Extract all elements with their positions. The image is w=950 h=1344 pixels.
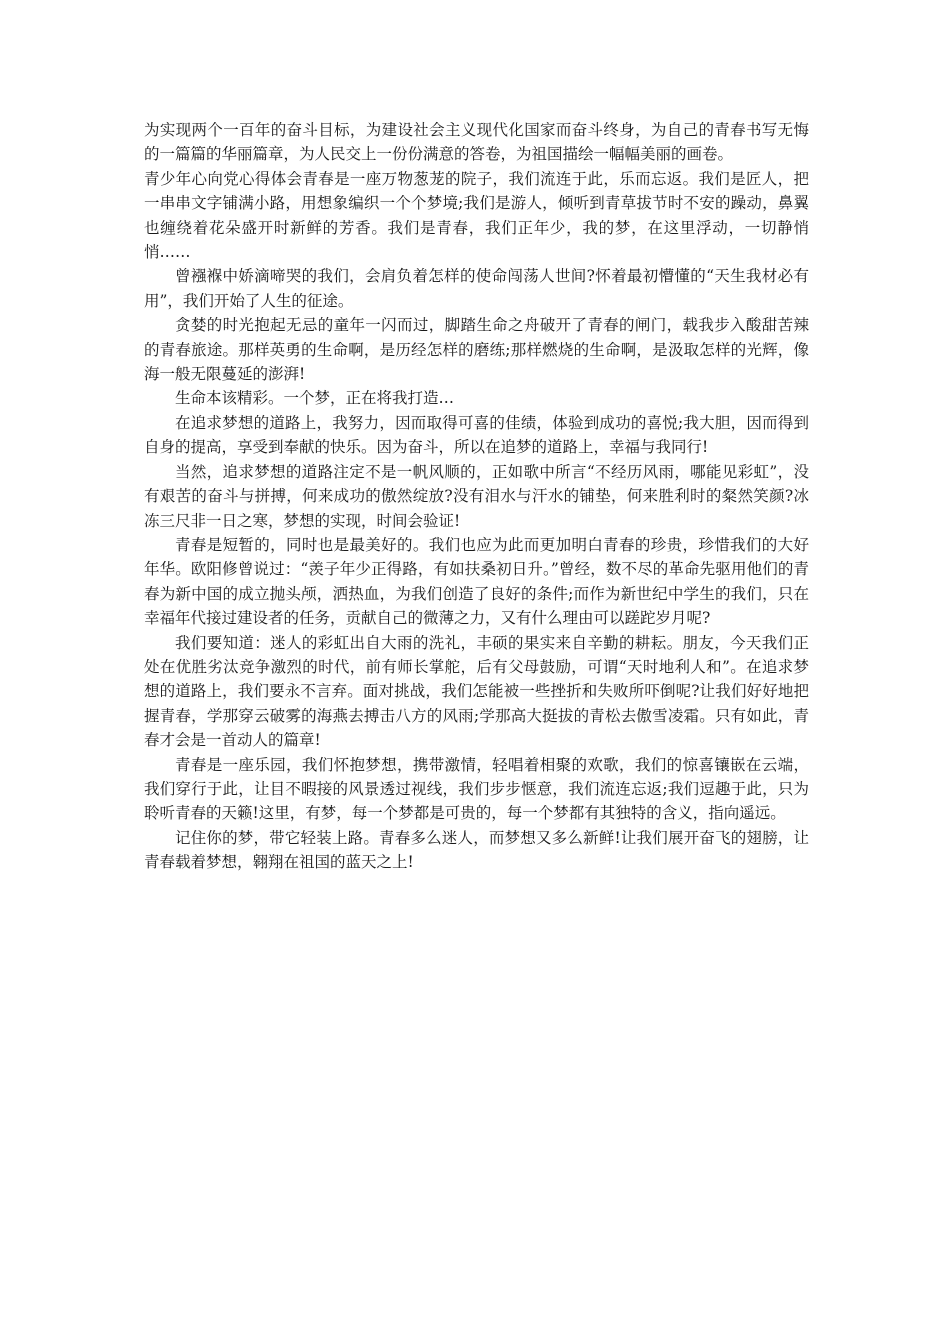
paragraph-10: 青春是一座乐园，我们怀抱梦想，携带激情，轻唱着相聚的欢歌，我们的惊喜镶嵌在云端，我们穿行于此，让目不暇接的风景透过视线，我们步步惬意，我们流连忘返;我们逗趣于此，只为聆听青春的天籁!这里，有梦，每一个梦都是可贵的，每一个梦都有其独特的含义，指向遥远。 [144,755,809,823]
paragraph-7: 当然，追求梦想的道路注定不是一帆风顺的，正如歌中所言“不经历风雨，哪能见彩虹”，没有艰苦的奋斗与拼搏，何来成功的傲然绽放?没有泪水与汗水的铺垫，何来胜利时的粲然笑颜?冰冻三尺非一日之寒，梦想的实现，时间会验证! [144,462,809,530]
paragraph-4: 贪婪的时光抱起无忌的童年一闪而过，脚踏生命之舟破开了青春的闸门，载我步入酸甜苦辣的青春旅途。那样英勇的生命啊，是历经怎样的磨练;那样燃烧的生命啊，是汲取怎样的光辉，像海一般无限蔓延的澎湃! [144,316,809,384]
paragraph-9: 我们要知道：迷人的彩虹出自大雨的洗礼，丰硕的果实来自辛勤的耕耘。朋友，今天我们正处在优胜劣汰竞争激烈的时代，前有师长掌舵，后有父母鼓励，可谓“天时地利人和”。在追求梦想的道路上，我们要永不言弃。面对挑战，我们怎能被一些挫折和失败所吓倒呢?让我们好好地把握青春，学那穿云破雾的海燕去搏击八方的风雨;学那高大挺拔的青松去傲雪凌霜。只有如此，青春才会是一首动人的篇章! [144,633,809,750]
paragraph-2: 青少年心向党心得体会青春是一座万物葱茏的院子，我们流连于此，乐而忘返。我们是匠人，把一串串文字铺满小路，用想象编织一个个梦境;我们是游人，倾听到青草拔节时不安的躁动，鼻翼也缠绕着花朵盛开时新鲜的芳香。我们是青春，我们正年少，我的梦，在这里浮动，一切静悄悄…… [144,169,809,262]
paragraph-3: 曾襁褓中娇滴啼哭的我们，会肩负着怎样的使命闯荡人世间?怀着最初懵懂的“天生我材必有用”，我们开始了人生的征途。 [144,267,809,310]
paragraph-11: 记住你的梦，带它轻装上路。青春多么迷人，而梦想又多么新鲜!让我们展开奋飞的翅膀，让青春载着梦想，翱翔在祖国的蓝天之上! [144,828,809,872]
paragraph-6: 在追求梦想的道路上，我努力，因而取得可喜的佳绩，体验到成功的喜悦;我大胆，因而得到自身的提高，享受到奉献的快乐。因为奋斗，所以在追梦的道路上，幸福与我同行! [144,413,809,457]
paragraph-5: 生命本该精彩。一个梦，正在将我打造… [175,389,455,408]
paragraph-1: 为实现两个一百年的奋斗目标，为建设社会主义现代化国家而奋斗终身，为自己的青春书写无悔的一篇篇的华丽篇章，为人民交上一份份满意的答卷，为祖国描绘一幅幅美丽的画卷。 [144,121,809,164]
paragraph-8: 青春是短暂的，同时也是最美好的。我们也应为此而更加明白青春的珍贵，珍惜我们的大好年华。欧阳修曾说过：“羡子年少正得路，有如扶桑初日升。”曾经，数不尽的革命先驱用他们的青春为新中国的成立抛头颅，洒热血，为我们创造了良好的条件;而作为新世纪中学生的我们，只在幸福年代接过建设者的任务，贡献自己的微薄之力，又有什么理由可以蹉跎岁月呢? [144,535,809,628]
document-body [144,118,809,875]
